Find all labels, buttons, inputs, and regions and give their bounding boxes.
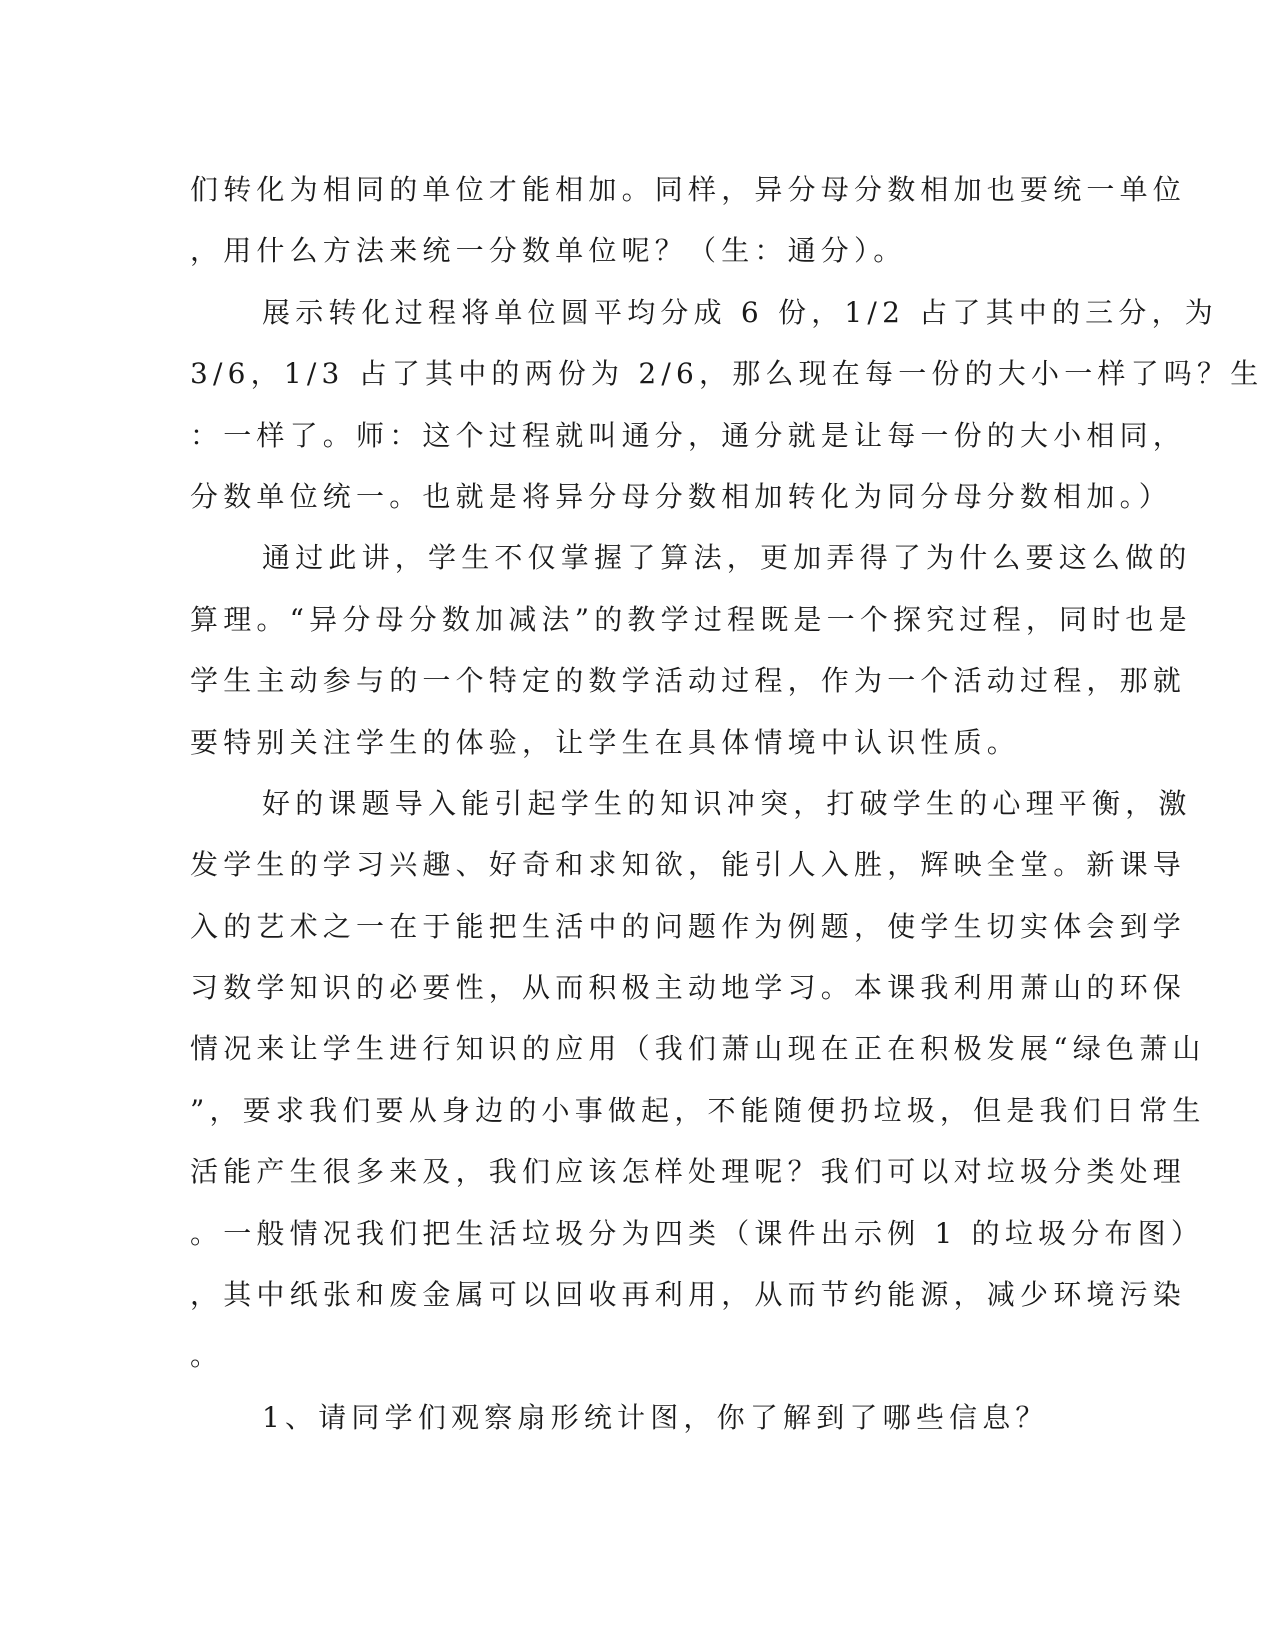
document-body (190, 159, 1264, 1448)
text-line-8: 算理。“异分母分数加减法”的教学过程既是一个探究过程，同时也是 (190, 602, 1192, 636)
text-line-20: 。 (190, 1339, 224, 1373)
text-line-12: 发学生的学习兴趣、好奇和求知欲，能引人入胜，辉映全堂。新课导 (190, 848, 1187, 882)
text-line-21: 1、请同学们观察扇形统计图，你了解到了哪些信息？ (262, 1400, 1049, 1434)
text-line-18: 。一般情况我们把生活垃圾分为四类（课件出示例 1 的垃圾分布图） (190, 1216, 1205, 1250)
text-line-13: 入的艺术之一在于能把生活中的问题作为例题，使学生切实体会到学 (190, 909, 1187, 943)
text-line-6: 分数单位统一。也就是将异分母分数相加转化为同分母分数相加。） (190, 479, 1173, 513)
text-line-16: ”，要求我们要从身边的小事做起，不能随便扔垃圾，但是我们日常生 (190, 1093, 1206, 1127)
text-line-5: ：一样了。师：这个过程就叫通分，通分就是让每一份的大小相同， (190, 418, 1187, 452)
text-line-1: 们转化为相同的单位才能相加。同样，异分母分数相加也要统一单位 (190, 173, 1187, 206)
text-line-11: 好的课题导入能引起学生的知识冲突，打破学生的心理平衡，激 (262, 786, 1192, 820)
text-line-9: 学生主动参与的一个特定的数学活动过程，作为一个活动过程，那就 (190, 664, 1187, 698)
text-line-7: 通过此讲，学生不仅掌握了算法，更加弄得了为什么要这么做的 (262, 541, 1192, 575)
text-line-19: ，其中纸张和废金属可以回收再利用，从而节约能源，减少环境污染 (190, 1278, 1187, 1312)
text-line-2: ，用什么方法来统一分数单位呢？（生：通分）。 (190, 234, 907, 268)
text-line-15: 情况来让学生进行知识的应用（我们萧山现在正在积极发展“绿色萧山 (190, 1032, 1206, 1066)
text-line-4: 3/6，1/3 占了其中的两份为 2/6，那么现在每一份的大小一样了吗？生 (190, 357, 1264, 391)
text-line-10: 要特别关注学生的体验，让学生在具体情境中认识性质。 (190, 725, 1021, 759)
text-line-17: 活能产生很多来及，我们应该怎样处理呢？我们可以对垃圾分类处理 (190, 1155, 1187, 1189)
text-line-3: 展示转化过程将单位圆平均分成 6 份，1/2 占了其中的三分，为 (262, 295, 1218, 329)
text-line-14: 习数学知识的必要性，从而积极主动地学习。本课我利用萧山的环保 (190, 971, 1187, 1005)
